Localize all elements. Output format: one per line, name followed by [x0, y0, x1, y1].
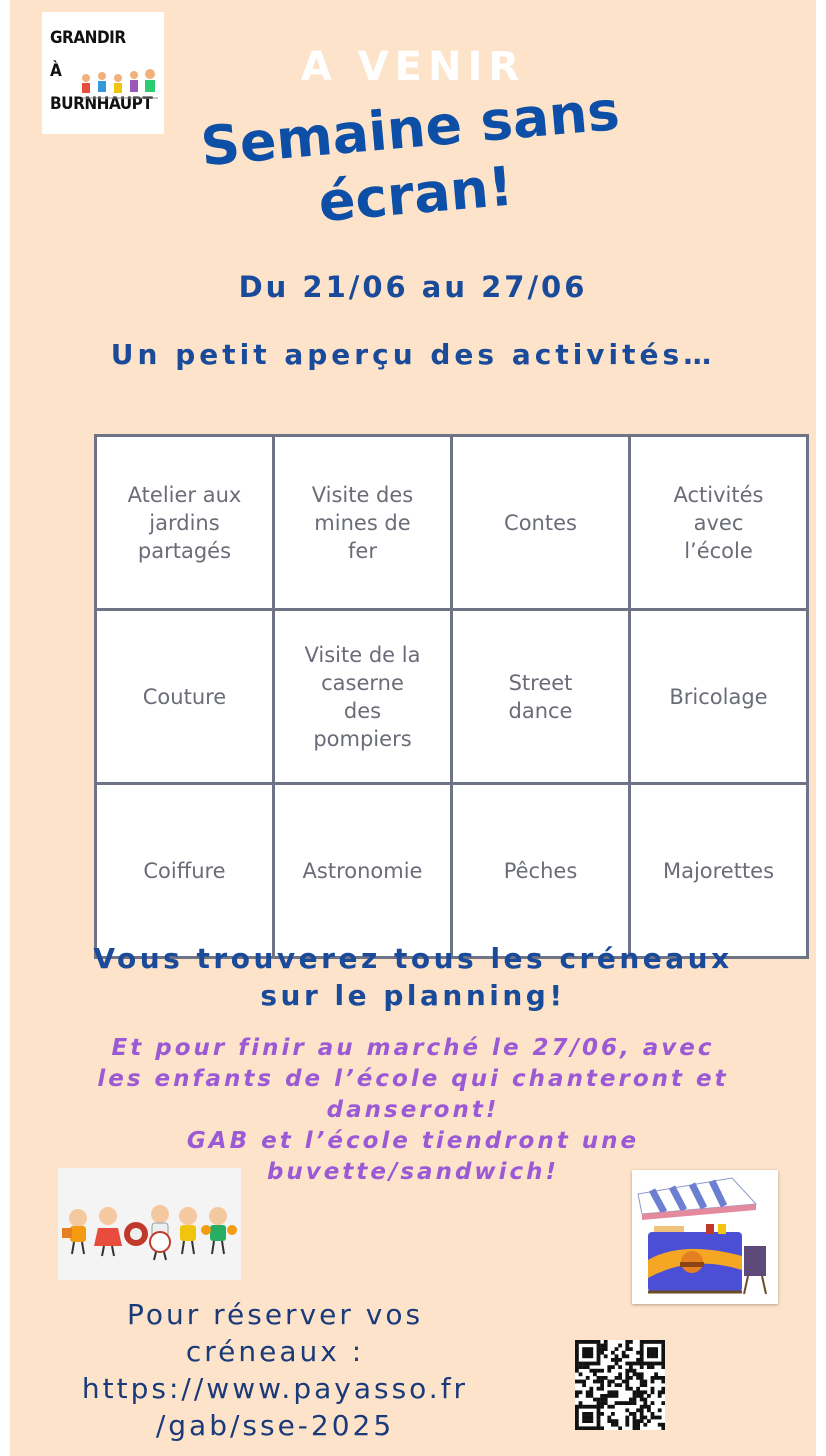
reservation-info: [40, 1296, 510, 1444]
cell-line: Pêches: [503, 858, 578, 883]
activity-cell: [274, 784, 452, 958]
activity-cell: [452, 610, 630, 784]
cell-line: Activités: [673, 482, 764, 507]
activity-cell: [630, 610, 808, 784]
cell-line: l’école: [684, 538, 753, 563]
market-line-4: GAB et l’école tiendront une: [186, 1128, 640, 1154]
cell-line: Visite de la: [304, 642, 421, 667]
activity-cell: [96, 610, 274, 784]
cell-line: pompiers: [313, 726, 412, 751]
market-line-3: danseront!: [326, 1097, 500, 1123]
musician-kids-illustration: [58, 1168, 241, 1280]
cell-line: partagés: [137, 538, 232, 563]
cell-line: des: [343, 698, 382, 723]
grid-row: [96, 610, 808, 784]
market-note: [10, 1033, 816, 1188]
title-line-1: Semaine sans: [198, 78, 622, 179]
cell-line: Visite des: [311, 482, 414, 507]
food-stall-illustration: [632, 1170, 778, 1304]
activity-cell: [452, 436, 630, 610]
cell-line: jardins: [149, 510, 220, 535]
qr-code-icon[interactable]: [575, 1340, 665, 1430]
title-line-2: écran!: [316, 154, 516, 235]
cell-line: Bricolage: [669, 684, 768, 709]
activity-cell: [274, 610, 452, 784]
activity-cell: [630, 436, 808, 610]
food-stall-icon: [632, 1170, 778, 1304]
cell-line: Coiffure: [143, 858, 226, 883]
activity-cell: [96, 436, 274, 610]
planning-line-2: sur le planning!: [260, 979, 566, 1012]
activities-grid: [94, 434, 809, 959]
poster: [10, 0, 816, 1456]
kids-music-icon: [58, 1168, 241, 1280]
reservation-link-line-2[interactable]: /gab/sse-2025: [155, 1409, 395, 1442]
market-line-1: Et pour finir au marché le 27/06, avec: [111, 1035, 715, 1061]
dates-text: Du 21/06 au 27/06: [238, 270, 588, 304]
kicker-text: A VENIR: [300, 44, 526, 90]
market-line-2: les enfants de l’école qui chanteront et: [97, 1066, 729, 1092]
grid-row: [96, 784, 808, 958]
grid-row: [96, 436, 808, 610]
logo-line-1: GRANDIR: [50, 28, 126, 48]
activity-cell: [96, 784, 274, 958]
activity-cell: [452, 784, 630, 958]
cell-line: Astronomie: [302, 858, 423, 883]
planning-line-1: Vous trouverez tous les créneaux: [93, 942, 733, 975]
cell-line: Couture: [142, 684, 227, 709]
logo-line-3: BURNHAUPT: [50, 94, 153, 114]
cell-line: caserne: [321, 670, 404, 695]
cell-line: avec: [693, 510, 744, 535]
activities-subtitle: Un petit aperçu des activités…: [110, 338, 716, 371]
reserve-line-2: créneaux :: [185, 1335, 365, 1368]
reserve-line-1: Pour réserver vos: [126, 1298, 424, 1331]
market-line-5: buvette/sandwich!: [266, 1159, 560, 1185]
cell-line: dance: [508, 698, 573, 723]
activity-cell: [274, 436, 452, 610]
cell-line: mines de: [314, 510, 411, 535]
logo-line-2: À: [50, 61, 62, 81]
cell-line: Majorettes: [662, 858, 775, 883]
activity-cell: [630, 784, 808, 958]
planning-note: [10, 940, 816, 1014]
reservation-link-line-1[interactable]: https://www.payasso.fr: [81, 1372, 469, 1405]
cell-line: Atelier aux: [127, 482, 242, 507]
cell-line: Street: [508, 670, 573, 695]
cell-line: Contes: [504, 510, 577, 535]
cell-line: fer: [348, 538, 377, 563]
